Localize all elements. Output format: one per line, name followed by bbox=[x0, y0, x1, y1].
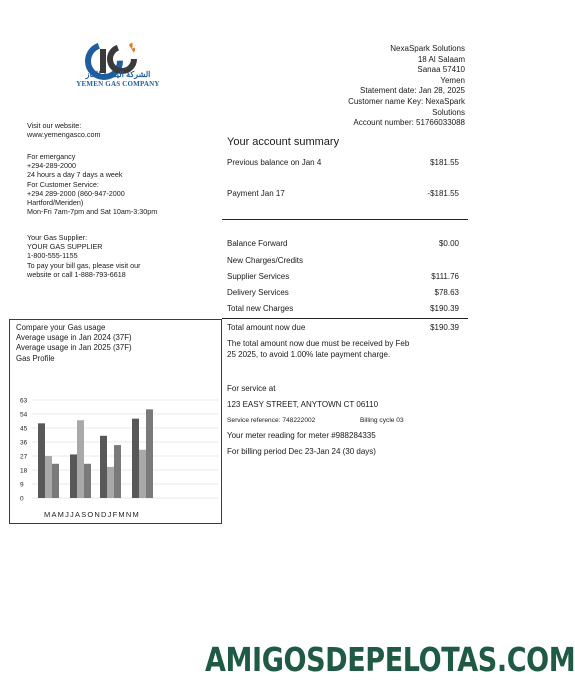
total-new-charges-row bbox=[227, 304, 459, 313]
logo-english-text: YEMEN GAS COMPANY bbox=[76, 80, 160, 88]
bar bbox=[45, 456, 52, 498]
balance-forward-row bbox=[227, 239, 459, 248]
payment-label: Payment Jan 17 bbox=[227, 189, 285, 198]
gas-average-2025: Average usage in Jan 2025 (37F) bbox=[16, 343, 132, 353]
y-tick-label: 9 bbox=[20, 481, 24, 489]
y-tick-label: 45 bbox=[20, 425, 28, 433]
delivery-services-row bbox=[227, 288, 459, 297]
amount-due-value: $190.39 bbox=[430, 323, 459, 332]
amount-due-row bbox=[227, 323, 459, 332]
bar bbox=[114, 445, 121, 498]
meter-reading: Your meter reading for meter #988284335 bbox=[227, 431, 376, 440]
service-address: 123 EASY STREET, ANYTOWN CT 06110 bbox=[227, 400, 379, 409]
summary-title: Your account summary bbox=[227, 136, 340, 148]
previous-balance-row bbox=[227, 158, 459, 167]
supplier-services-value: $111.76 bbox=[431, 272, 459, 281]
website-link[interactable]: www.yemengasco.com bbox=[27, 130, 101, 140]
company-country: Yemen bbox=[440, 75, 465, 85]
bar bbox=[139, 450, 146, 498]
total-new-charges-label: Total new Charges bbox=[227, 304, 294, 313]
supplier-services-label: Supplier Services bbox=[227, 272, 290, 281]
bar bbox=[100, 436, 107, 498]
service-label: For Customer Service: bbox=[27, 179, 99, 189]
company-street: 18 Al Salaam bbox=[417, 54, 465, 64]
website-label: Visit our website: bbox=[27, 121, 82, 130]
late-notice bbox=[227, 338, 467, 360]
y-tick-label: 54 bbox=[20, 411, 28, 419]
supplier-phone: 1-800-555-1155 bbox=[27, 251, 78, 261]
company-name: NexaSpark Solutions bbox=[390, 44, 465, 53]
payment-row bbox=[227, 189, 459, 198]
emergency-phone: +294-289-2000 bbox=[27, 161, 76, 171]
new-charges-label: New Charges/Credits bbox=[227, 256, 304, 265]
brand-watermark: AMIGOSDEPELOTAS.COM bbox=[205, 640, 575, 679]
bar bbox=[107, 467, 114, 498]
y-tick-label: 18 bbox=[20, 467, 28, 475]
bar bbox=[146, 409, 153, 498]
amount-due-label: Total amount now due bbox=[227, 323, 306, 332]
previous-balance-label: Previous balance on Jan 4 bbox=[227, 158, 322, 167]
y-tick-label: 63 bbox=[20, 397, 28, 405]
payment-value: -$181.55 bbox=[427, 189, 459, 198]
logo-arabic-text: الشركة اليمنية للغاز bbox=[85, 70, 151, 79]
gas-profile-label: Gas Profile bbox=[16, 353, 55, 363]
balance-forward-value: $0.00 bbox=[438, 239, 459, 248]
gas-usage-heading: Compare your Gas usage bbox=[16, 323, 106, 332]
service-phone: +294 289-2000 (860-947-2000 bbox=[27, 188, 125, 198]
late-notice-line-2: 25 2025, to avoid 1.00% late payment charge. bbox=[227, 350, 391, 359]
billing-period: For billing period Dec 23-Jan 24 (30 days) bbox=[227, 447, 376, 456]
emergency-label: For emergancy bbox=[27, 152, 76, 161]
bar bbox=[77, 420, 84, 498]
month-axis-label: MAMJJASONDJFMNM bbox=[44, 510, 140, 519]
gas-average-2024: Average usage in Jan 2024 (37F) bbox=[16, 333, 132, 343]
company-address bbox=[305, 44, 465, 129]
company-city: Sanaa 57410 bbox=[417, 65, 465, 75]
bar bbox=[84, 464, 91, 498]
customer-name-cont: Solutions bbox=[432, 107, 465, 117]
billing-cycle: Billing cycle 03 bbox=[360, 417, 404, 424]
contact-block bbox=[27, 152, 157, 216]
gas-usage-header bbox=[16, 323, 132, 364]
bar bbox=[132, 419, 139, 498]
supplier-label: Your Gas Supplier: bbox=[27, 233, 88, 242]
service-hours: Mon-Fri 7am-7pm and Sat 10am-3:30pm bbox=[27, 207, 158, 217]
y-tick-label: 36 bbox=[20, 439, 28, 447]
bar bbox=[52, 464, 59, 498]
total-new-charges-value: $190.39 bbox=[430, 304, 459, 313]
supplier-block bbox=[27, 233, 140, 279]
y-tick-label: 0 bbox=[20, 495, 24, 503]
pay-line-2: website or call 1-888-793-6618 bbox=[27, 269, 126, 279]
divider bbox=[222, 219, 468, 220]
supplier-name: YOUR GAS SUPPLIER bbox=[27, 242, 103, 252]
late-notice-line-1: The total amount now due must be received by Feb bbox=[227, 339, 410, 348]
account-number: Account number: 51766033088 bbox=[353, 118, 465, 128]
gas-profile-chart bbox=[14, 395, 224, 520]
customer-name: Customer name Key: NexaSpark bbox=[348, 96, 465, 106]
bar bbox=[70, 454, 77, 498]
delivery-services-label: Delivery Services bbox=[227, 288, 289, 297]
previous-balance-value: $181.55 bbox=[430, 158, 459, 167]
service-area: Hartford/Meriden) bbox=[27, 198, 84, 208]
divider bbox=[222, 318, 468, 319]
service-at-label: For service at bbox=[227, 384, 276, 393]
emergency-hours: 24 hours a day 7 days a week bbox=[27, 170, 123, 180]
service-reference: Service reference: 748222002 bbox=[227, 417, 316, 424]
supplier-services-row bbox=[227, 272, 459, 281]
delivery-services-value: $78.63 bbox=[434, 288, 459, 297]
bar bbox=[38, 423, 45, 498]
balance-forward-label: Balance Forward bbox=[227, 239, 288, 248]
statement-date: Statement date: Jan 28, 2025 bbox=[360, 86, 465, 96]
y-tick-label: 27 bbox=[20, 453, 28, 461]
new-charges-row bbox=[227, 256, 459, 265]
website-block bbox=[27, 121, 101, 139]
pay-line-1: To pay your bill gas, please visit our bbox=[27, 260, 141, 270]
